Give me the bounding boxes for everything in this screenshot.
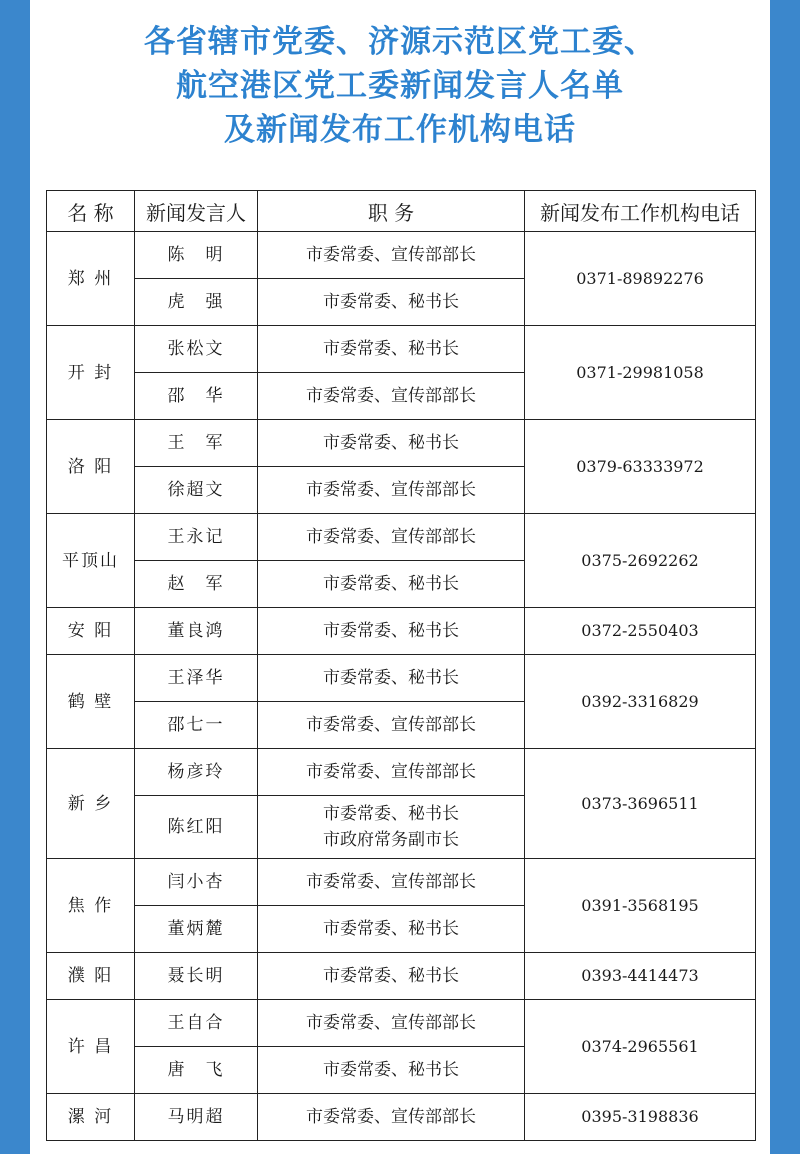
position-line: 市委常委、宣传部部长 bbox=[306, 480, 476, 500]
position-line: 市委常委、秘书长 bbox=[323, 292, 459, 312]
phone-cell: 0371-29981058 bbox=[525, 326, 756, 420]
position-cell bbox=[258, 655, 525, 702]
position-line: 市委常委、秘书长 bbox=[323, 804, 459, 824]
table-body bbox=[47, 232, 756, 1141]
spokesperson-cell: 虎 强 bbox=[135, 279, 258, 326]
position-line: 市委常委、宣传部部长 bbox=[306, 872, 476, 892]
header-spokesperson: 新闻发言人 bbox=[135, 191, 258, 232]
spokesperson-cell: 王永记 bbox=[135, 514, 258, 561]
position-line: 市委常委、秘书长 bbox=[323, 433, 459, 453]
spokesperson-cell: 陈红阳 bbox=[135, 796, 258, 859]
table-row bbox=[47, 749, 756, 796]
position-line: 市委常委、宣传部部长 bbox=[306, 1013, 476, 1033]
city-cell: 鹤 壁 bbox=[47, 655, 135, 749]
position-cell bbox=[258, 608, 525, 655]
position-cell bbox=[258, 953, 525, 1000]
spokesperson-cell: 徐超文 bbox=[135, 467, 258, 514]
phone-cell: 0372-2550403 bbox=[525, 608, 756, 655]
title-line: 各省辖市党委、济源示范区党工委、 bbox=[144, 24, 656, 60]
table-row bbox=[47, 1094, 756, 1141]
position-cell bbox=[258, 796, 525, 859]
city-cell: 焦 作 bbox=[47, 859, 135, 953]
spokesperson-cell: 马明超 bbox=[135, 1094, 258, 1141]
position-line: 市委常委、秘书长 bbox=[323, 621, 459, 641]
city-cell: 开 封 bbox=[47, 326, 135, 420]
position-cell bbox=[258, 467, 525, 514]
position-line: 市委常委、宣传部部长 bbox=[306, 762, 476, 782]
table-row bbox=[47, 232, 756, 279]
position-cell bbox=[258, 749, 525, 796]
spokesperson-table bbox=[46, 190, 756, 1141]
position-cell bbox=[258, 420, 525, 467]
phone-cell: 0371-89892276 bbox=[525, 232, 756, 326]
spokesperson-cell: 陈 明 bbox=[135, 232, 258, 279]
spokesperson-cell: 邵 华 bbox=[135, 373, 258, 420]
spokesperson-cell: 董炳麓 bbox=[135, 906, 258, 953]
position-cell bbox=[258, 859, 525, 906]
spokesperson-cell: 闫小杏 bbox=[135, 859, 258, 906]
spokesperson-cell: 邵七一 bbox=[135, 702, 258, 749]
spokesperson-cell: 唐 飞 bbox=[135, 1047, 258, 1094]
position-line: 市委常委、宣传部部长 bbox=[306, 527, 476, 547]
position-line: 市委常委、秘书长 bbox=[323, 1060, 459, 1080]
position-line: 市委常委、秘书长 bbox=[323, 574, 459, 594]
city-cell: 新 乡 bbox=[47, 749, 135, 859]
position-line: 市委常委、宣传部部长 bbox=[306, 245, 476, 265]
table-row bbox=[47, 326, 756, 373]
spokesperson-cell: 聂长明 bbox=[135, 953, 258, 1000]
position-line: 市委常委、宣传部部长 bbox=[306, 386, 476, 406]
spokesperson-cell: 张松文 bbox=[135, 326, 258, 373]
spokesperson-cell: 董良鸿 bbox=[135, 608, 258, 655]
table-row bbox=[47, 1000, 756, 1047]
city-cell: 郑 州 bbox=[47, 232, 135, 326]
phone-cell: 0374-2965561 bbox=[525, 1000, 756, 1094]
position-cell bbox=[258, 373, 525, 420]
title-line: 航空港区党工委新闻发言人名单 bbox=[176, 68, 624, 104]
position-line: 市委常委、宣传部部长 bbox=[306, 715, 476, 735]
city-cell: 许 昌 bbox=[47, 1000, 135, 1094]
spokesperson-cell: 王自合 bbox=[135, 1000, 258, 1047]
table-row bbox=[47, 608, 756, 655]
phone-cell: 0393-4414473 bbox=[525, 953, 756, 1000]
city-cell: 濮 阳 bbox=[47, 953, 135, 1000]
phone-cell: 0392-3316829 bbox=[525, 655, 756, 749]
city-cell: 漯 河 bbox=[47, 1094, 135, 1141]
phone-cell: 0375-2692262 bbox=[525, 514, 756, 608]
city-cell: 平顶山 bbox=[47, 514, 135, 608]
position-cell bbox=[258, 326, 525, 373]
city-cell: 安 阳 bbox=[47, 608, 135, 655]
phone-cell: 0391-3568195 bbox=[525, 859, 756, 953]
spokesperson-cell: 王泽华 bbox=[135, 655, 258, 702]
document-page bbox=[30, 0, 770, 1154]
spokesperson-cell: 赵 军 bbox=[135, 561, 258, 608]
header-name: 名 称 bbox=[47, 191, 135, 232]
position-cell bbox=[258, 906, 525, 953]
position-line: 市委常委、宣传部部长 bbox=[306, 1107, 476, 1127]
position-line: 市委常委、秘书长 bbox=[323, 668, 459, 688]
phone-cell: 0373-3696511 bbox=[525, 749, 756, 859]
position-cell bbox=[258, 279, 525, 326]
table-header-row bbox=[47, 191, 756, 232]
position-cell bbox=[258, 702, 525, 749]
position-cell bbox=[258, 1000, 525, 1047]
position-cell bbox=[258, 514, 525, 561]
phone-cell: 0379-63333972 bbox=[525, 420, 756, 514]
table-row bbox=[47, 514, 756, 561]
position-cell bbox=[258, 1094, 525, 1141]
table-row bbox=[47, 859, 756, 906]
spokesperson-cell: 王 军 bbox=[135, 420, 258, 467]
phone-cell: 0395-3198836 bbox=[525, 1094, 756, 1141]
position-cell bbox=[258, 1047, 525, 1094]
page-title bbox=[30, 20, 770, 152]
position-line: 市委常委、秘书长 bbox=[323, 966, 459, 986]
city-cell: 洛 阳 bbox=[47, 420, 135, 514]
table-row bbox=[47, 420, 756, 467]
position-line: 市委常委、秘书长 bbox=[323, 919, 459, 939]
table-row bbox=[47, 953, 756, 1000]
position-cell bbox=[258, 232, 525, 279]
table-row bbox=[47, 655, 756, 702]
title-line: 及新闻发布工作机构电话 bbox=[224, 112, 576, 148]
header-phone: 新闻发布工作机构电话 bbox=[525, 191, 756, 232]
position-line: 市政府常务副市长 bbox=[323, 830, 459, 850]
header-position: 职 务 bbox=[258, 191, 525, 232]
position-cell bbox=[258, 561, 525, 608]
spokesperson-cell: 杨彦玲 bbox=[135, 749, 258, 796]
position-line: 市委常委、秘书长 bbox=[323, 339, 459, 359]
